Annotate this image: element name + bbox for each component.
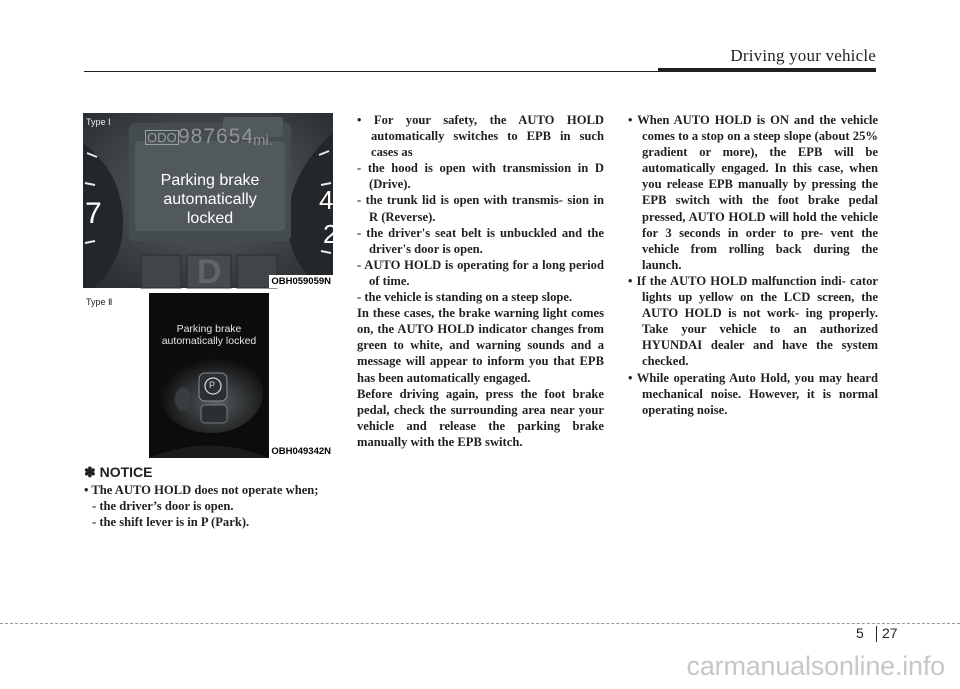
tachometer-number: 4 bbox=[319, 185, 334, 215]
notice-section bbox=[84, 464, 334, 530]
message-line: Parking brake bbox=[176, 323, 242, 335]
figure-type-label: Type Ⅰ bbox=[86, 117, 111, 127]
switch-glyph: P bbox=[209, 380, 216, 390]
bullet-paragraph: • When AUTO HOLD is ON and the vehicle comes to a stop on a steep slope (about 25% gradient or more), the EPB will be automatically engaged. In this case, when you release EPB manually by pressing the EPB switch with the foot brake pedal pressed, AUTO HOLD will hold the vehicle for 3 seconds in order to pre- vent the vehicle from rolling back during the launch. bbox=[628, 113, 878, 272]
tachometer-number: 2 bbox=[323, 219, 338, 249]
message-line: locked bbox=[186, 210, 234, 227]
column-2 bbox=[357, 112, 604, 450]
column-3 bbox=[628, 112, 878, 418]
header-rule bbox=[84, 71, 660, 72]
bullet-paragraph: • If the AUTO HOLD malfunction indi- cator lights up yellow on the LCD screen, the AUTO HOLD is not work- ing properly. Take your vehicle to an authorized HYUNDAI dealer and have the system checked. bbox=[628, 273, 878, 369]
dash-item: - the trunk lid is open with transmis- sion in R (Reverse). bbox=[357, 193, 604, 224]
parking-brake-message bbox=[138, 171, 282, 228]
page-number: 27 bbox=[882, 625, 898, 641]
watermark: carmanualsonline.info bbox=[686, 651, 945, 681]
notice-bullet: • The AUTO HOLD does not operate when; bbox=[84, 483, 319, 498]
dash-item: - AUTO HOLD is operating for a long period of time. bbox=[357, 257, 604, 288]
header-title: Driving your vehicle bbox=[730, 46, 876, 65]
message-line: automatically bbox=[163, 191, 257, 208]
notice-title: ✽ NOTICE bbox=[84, 464, 153, 480]
odometer-unit: mi. bbox=[253, 132, 273, 149]
figure-type2-cluster bbox=[83, 293, 333, 458]
figure-type1-cluster bbox=[83, 113, 338, 291]
dash-item: - the vehicle is standing on a steep slope. bbox=[357, 290, 573, 305]
epb-switch-illustration bbox=[149, 293, 269, 458]
footer-dashed-rule bbox=[0, 623, 960, 624]
footer-separator bbox=[876, 626, 877, 642]
message-line: Parking brake bbox=[160, 172, 260, 189]
notice-item: - the driver’s door is open. bbox=[92, 499, 234, 514]
bullet-paragraph: • For your safety, the AUTO HOLD automatically switches to EPB in such cases as bbox=[357, 113, 604, 160]
dash-item: - the driver's seat belt is unbuckled and the driver's door is open. bbox=[357, 225, 604, 256]
odometer-value: 987654 bbox=[178, 125, 255, 148]
paragraph: Before driving again, press the foot brake pedal, check the surrounding area near your vehicle and release the parking brake manually with the EPB switch. bbox=[357, 386, 604, 449]
figure-type-label: Type Ⅱ bbox=[86, 297, 113, 307]
message-line: automatically locked bbox=[161, 335, 257, 347]
dash-item: - the hood is open with transmission in D (Drive). bbox=[357, 161, 604, 192]
gear-indicator: D bbox=[197, 253, 222, 291]
odometer-prefix: ODO bbox=[147, 130, 177, 145]
bullet-paragraph: • While operating Auto Hold, you may heard mechanical noise. However, it is normal operating noise. bbox=[628, 370, 878, 417]
figure-code: OBH059059N bbox=[271, 276, 331, 287]
figure-code: OBH049342N bbox=[271, 446, 331, 457]
parking-brake-message bbox=[149, 323, 269, 347]
notice-item: - the shift lever is in P (Park). bbox=[92, 515, 250, 530]
header-rule-accent bbox=[658, 68, 876, 72]
page-chapter: 5 bbox=[856, 625, 864, 641]
paragraph: In these cases, the brake warning light comes on, the AUTO HOLD indicator changes from green to white, and warning sounds and a message will appear to inform you that EPB has been automatically engaged. bbox=[357, 306, 604, 385]
speedometer-number: 7 bbox=[85, 197, 102, 230]
